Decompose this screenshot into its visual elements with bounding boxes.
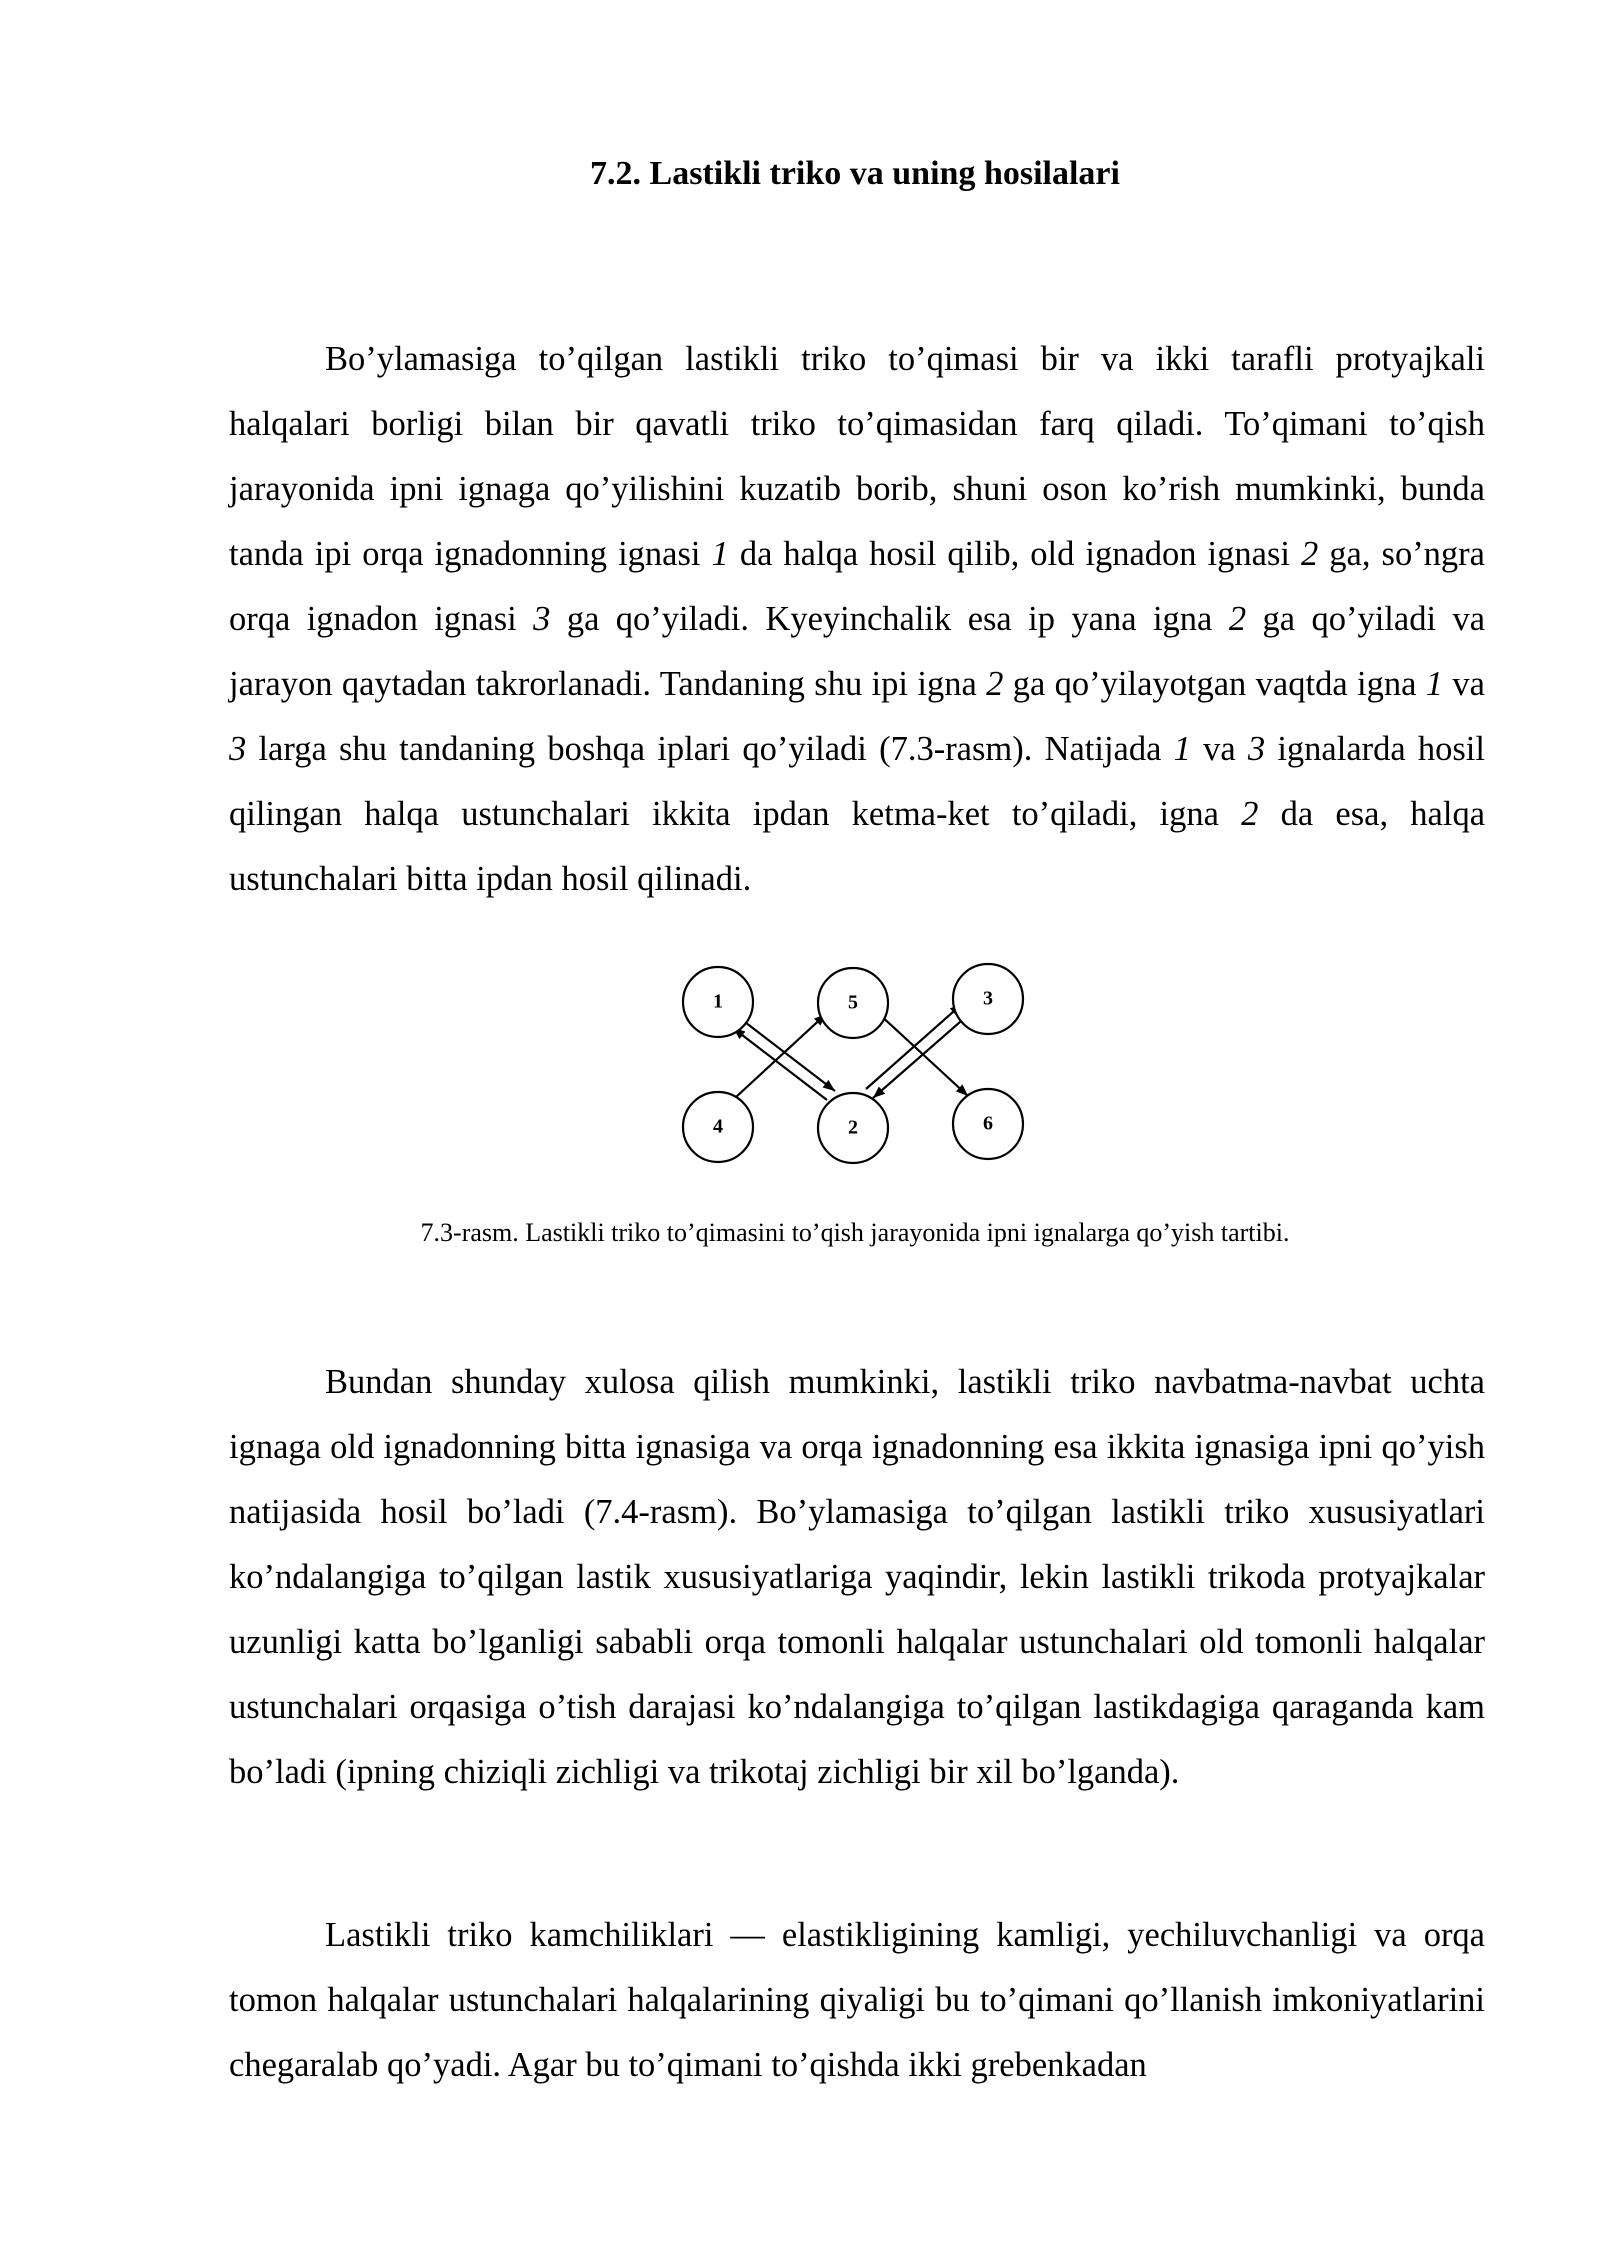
needle-number: 2 [1301,535,1319,573]
paragraph-2 [229,1350,1485,1805]
needle-number: 1 [711,535,729,573]
needle-diagram [670,945,1040,1170]
arrow-3-to-2 [873,1015,968,1098]
needle-number: 3 [229,730,247,768]
paragraph-2-text: Bundan shunday xulosa qilish mumkinki, lastikli triko navbatma-navbat uchta ignaga old ignadonning bitta ignasiga va orqa ignadonning esa ikkita ignasiga ipni qo’yish natijasida hosil bo’ladi (7.4-rasm). Bo’ylamasiga to’qilgan lastikli triko xususiyatlari ko’ndalangiga to’qilgan lastik xususiyatlariga yaqindir, lekin lastikli trikoda protyajkalar uzunligi katta bo’lganligi sababli orqa tomonli halqalar ustunchalari old tomonli halqalar ustunchalari orqasiga o’tish darajasi ko’ndalangiga to’qilgan lastikdagiga qaraganda kam bo’ladi (ipning chiziqli zichligi va trikotaj zichligi bir xil bo’lganda). [229,1363,1485,1791]
paragraph-1 [229,327,1485,912]
needle-label-1: 1 [713,990,723,1013]
needle-label-5: 5 [848,991,858,1014]
needle-number: 2 [1241,795,1259,833]
text-run: Bo’ylamasiga to’qilgan lastikli triko to’qimasi bir va ikki tarafli protyajkali halqalari borligi bilan bir qavatli triko to’qimasidan farq qiladi. To’qimani to’qish jarayonida ipni ignaga qo’yilishini kuzatib borib, shuni oson ko’rish mumkinki, bunda tanda ipi orqa ignadonning ignasi [229,340,1485,573]
text-run: ga, so’ngra orqa ignadon ignasi [229,535,1485,638]
needle-number: 2 [1228,600,1247,638]
text-run: larga shu tandaning boshqa iplari qo’yiladi (7.3-rasm). Natijada [246,730,1174,768]
text-run: ga qo’yiladi. Kyeyinchalik esa ip yana igna [550,600,1229,638]
text-run: ga qo’yiladi va jarayon qaytadan takrorlanadi. Tandaning shu ipi igna [229,600,1486,703]
text-run: da esa, halqa ustunchalari bitta ipdan hosil qilinadi. [229,795,1486,898]
paragraph-3-text: Lastikli triko kamchiliklari — elastikligining kamligi, yechiluvchanligi va orqa tomon halqalar ustunchalari halqalarining qiyaligi bu to’qimani qo’llanish imkoniyatlarini chegaralab qo’yadi. Agar bu to’qimani to’qishda ikki grebenkadan [229,1916,1485,2084]
needle-label-4: 4 [713,1115,723,1138]
needle-number: 3 [1247,730,1266,768]
needle-number: 1 [1173,730,1191,768]
figure-7-3 [670,945,1040,1170]
needle-number: 2 [986,665,1004,703]
needle-label-3: 3 [983,987,993,1010]
text-run: ga qo’yilayotgan vaqtda igna [1003,665,1426,703]
needle-label-2: 2 [848,1116,858,1139]
text-run: da halqa hosil qilib, old ignadon ignasi [728,535,1301,573]
text-run: va [1190,730,1248,768]
paragraph-3 [229,1903,1485,2098]
arrow-2-to-1 [733,1028,827,1100]
needle-number: 3 [533,600,551,638]
needle-label-6: 6 [983,1112,993,1135]
figure-caption: 7.3-rasm. Lastikli triko to’qimasini to’qish jarayonida ipni ignalarga qo’yish tartibi. [420,1218,1290,1247]
needle-number: 1 [1425,665,1444,703]
section-heading: 7.2. Lastikli triko va uning hosilalari [590,155,1120,192]
text-run: va [1443,665,1485,703]
text-run: ignalarda hosil qilingan halqa ustunchalari ikkita ipdan ketma-ket to’qiladi, igna [229,730,1485,833]
